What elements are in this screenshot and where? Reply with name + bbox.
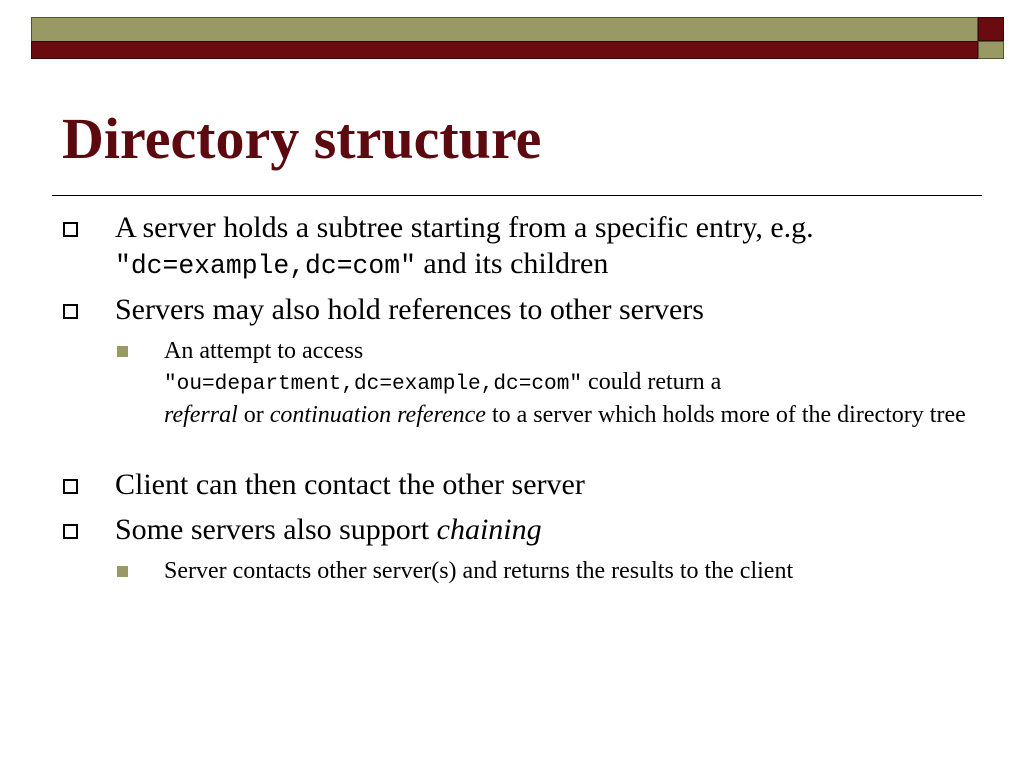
bullet-4-sub-text: Server contacts other server(s) and returns the results to the client (164, 558, 794, 584)
bullet-2-sub-text-3: or (237, 402, 270, 428)
header-corner-olive (978, 41, 1004, 59)
bullet-4-em: chaining (436, 513, 542, 546)
bullet-4 (115, 512, 995, 548)
header-band-olive (31, 17, 978, 41)
bullet-3 (115, 467, 995, 503)
bullet-2-sub (164, 336, 974, 431)
bullet-2-sub-text-2: could return a (582, 369, 722, 395)
bullet-2-sub-em-2: continuation reference (269, 402, 486, 428)
hollow-square-bullet-icon (63, 222, 78, 237)
bullet-4-text: Some servers also support (115, 513, 437, 546)
bullet-2-sub-text: An attempt to access (164, 338, 364, 364)
hollow-square-bullet-icon (63, 304, 78, 319)
bullet-2-sub-em-1: referral (164, 402, 238, 428)
bullet-1-text-2: and its children (415, 247, 609, 280)
slide-title: Directory structure (62, 106, 542, 171)
bullet-2-sub-text-4: to a server which holds more of the directory tree (485, 402, 966, 428)
bullet-2 (115, 292, 995, 328)
header-corner-maroon (978, 17, 1004, 41)
bullet-1 (115, 210, 995, 284)
bullet-2-text: Servers may also hold references to other servers (115, 293, 704, 326)
bullet-1-text: A server holds a subtree starting from a specific entry, e.g. (115, 211, 814, 244)
header-band-maroon (31, 41, 978, 59)
bullet-4-sub (164, 556, 974, 587)
bullet-2-sub-code: "ou=department,dc=example,dc=com" (164, 372, 583, 396)
bullet-3-text: Client can then contact the other server (115, 468, 585, 501)
filled-square-bullet-icon (117, 346, 128, 357)
title-divider (52, 195, 982, 196)
bullet-1-code: "dc=example,dc=com" (115, 251, 416, 281)
hollow-square-bullet-icon (63, 479, 78, 494)
hollow-square-bullet-icon (63, 524, 78, 539)
filled-square-bullet-icon (117, 566, 128, 577)
